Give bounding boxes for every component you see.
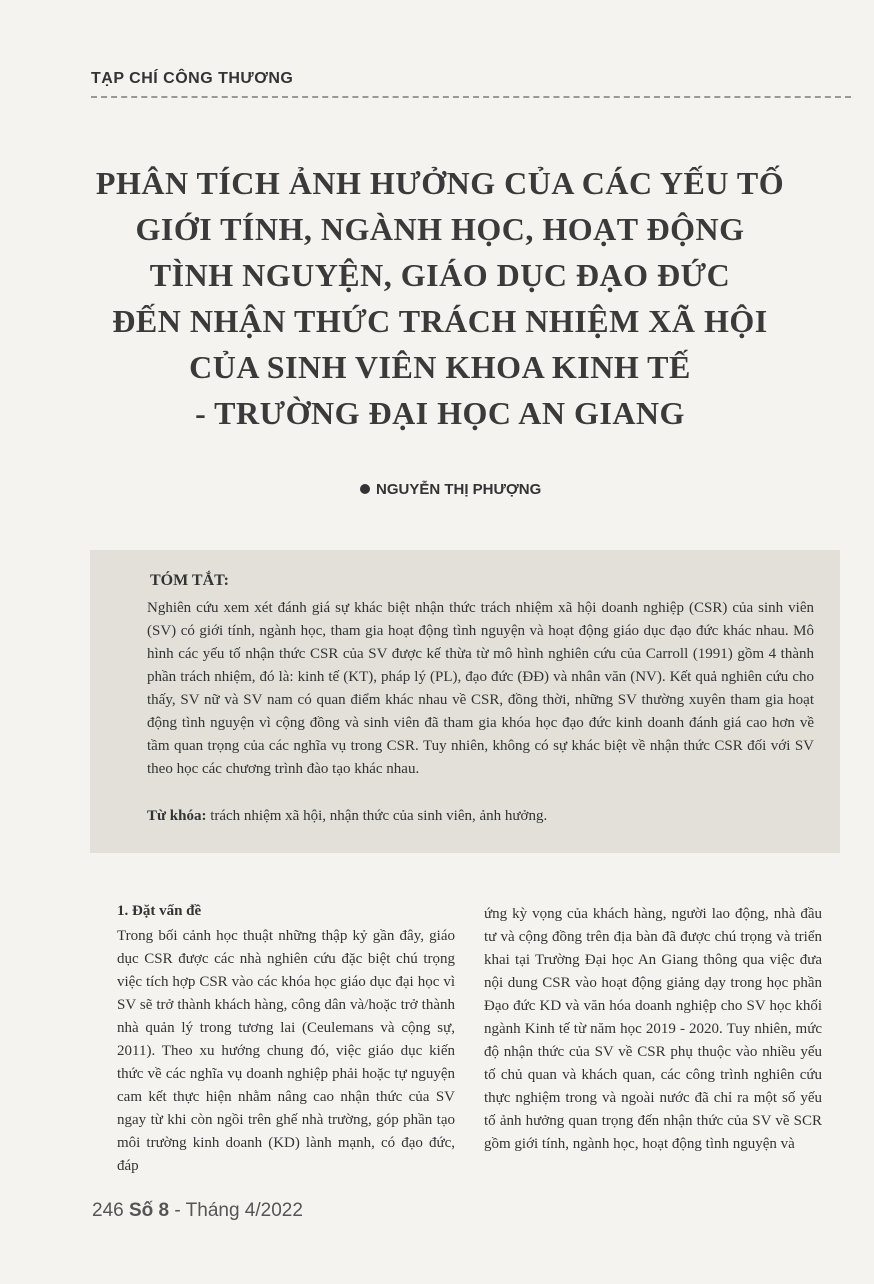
title-line: - TRƯỜNG ĐẠI HỌC AN GIANG — [195, 395, 685, 431]
title-line: PHÂN TÍCH ẢNH HƯỞNG CỦA CÁC YẾU TỐ — [95, 165, 785, 201]
abstract-label: TÓM TẮT: — [150, 572, 229, 589]
page-number: 246 — [92, 1200, 124, 1221]
title-line: GIỚI TÍNH, NGÀNH HỌC, HOẠT ĐỘNG — [135, 211, 745, 247]
keywords-label: Từ khóa: — [147, 808, 207, 824]
keywords — [147, 805, 814, 828]
title-line: TÌNH NGUYỆN, GIÁO DỤC ĐẠO ĐỨC — [149, 257, 731, 293]
keywords-text: trách nhiệm xã hội, nhận thức của sinh viên, ảnh hưởng. — [206, 808, 548, 824]
author — [360, 481, 541, 498]
article-title — [90, 160, 790, 436]
bullet-icon — [360, 484, 370, 494]
issue-number: Số 8 — [128, 1200, 170, 1221]
body-right-column: ứng kỳ vọng của khách hàng, người lao động, nhà đầu tư và cộng đồng trên địa bàn đã được chú trọng và triển khai tại Trường Đại học An Giang thông qua việc đưa nội dung CSR vào hoạt động giảng dạy trong học phần Đạo đức KD và văn hóa doanh nghiệp cho SV học khối ngành Kinh tế từ năm học 2019 - 2020. Tuy nhiên, mức độ nhận thức của SV về CSR phụ thuộc vào nhiều yếu tố chủ quan và khách quan, các công trình nghiên cứu thực nghiệm trong và ngoài nước đã chỉ ra một số yếu tố ảnh hưởng quan trọng đến nhận thức của SV về SCR gồm giới tính, ngành học, hoạt động tình nguyện và — [484, 906, 822, 1152]
body-left-column: Trong bối cảnh học thuật những thập kỷ gần đây, giáo dục CSR được các nhà nghiên cứu đặc biệt chú trọng việc tích hợp CSR vào các khóa học giáo dục đại học vì SV sẽ trở thành khách hàng, công dân và/hoặc trở thành nhà quản lý trong tương lai (Ceulemans và cộng sự, 2011). Theo xu hướng chung đó, việc giáo dục kiến thức về các nghĩa vụ doanh nghiệp phải hoặc tự nguyện cam kết thực hiện nhằm nâng cao nhận thức của SV ngay từ khi còn ngồi trên ghế nhà trường, góp phần tạo môi trường kinh doanh (KD) lành mạnh, có đạo đức, đáp — [117, 928, 455, 1174]
abstract-text: Nghiên cứu xem xét đánh giá sự khác biệt nhận thức trách nhiệm xã hội doanh nghiệp (CSR) của sinh viên (SV) có giới tính, ngành học, tham gia hoạt động tình nguyện và hoạt động giáo dục đạo đức khác nhau. Mô hình các yếu tố nhận thức CSR của SV được kế thừa từ mô hình nghiên cứu của Carroll (1991) gồm 4 thành phần trách nhiệm, đó là: kinh tế (KT), pháp lý (PL), đạo đức (ĐĐ) và nhân văn (NV). Kết quả nghiên cứu cho thấy, SV nữ và SV nam có quan điểm khác nhau về CSR, đồng thời, những SV thường xuyên tham gia hoạt động tình nguyện vì cộng đồng và sinh viên đã tham gia khóa học đạo đức kinh doanh đánh giá cao hơn về tầm quan trọng của các nghĩa vụ trong CSR. Tuy nhiên, không có sự khác biệt về nhận thức CSR đối với SV theo học các chương trình đào tạo khác nhau. — [147, 600, 814, 777]
issue-date: - Tháng 4/2022 — [169, 1200, 303, 1221]
header-rule — [91, 96, 851, 98]
author-name: NGUYỄN THỊ PHƯỢNG — [376, 481, 542, 498]
journal-name: TẠP CHÍ CÔNG THƯƠNG — [91, 70, 294, 87]
page-footer — [92, 1200, 303, 1222]
section-heading: 1. Đặt vấn đề — [117, 903, 202, 919]
title-line: CỦA SINH VIÊN KHOA KINH TẾ — [189, 349, 691, 385]
title-line: ĐẾN NHẬN THỨC TRÁCH NHIỆM XÃ HỘI — [112, 303, 768, 339]
